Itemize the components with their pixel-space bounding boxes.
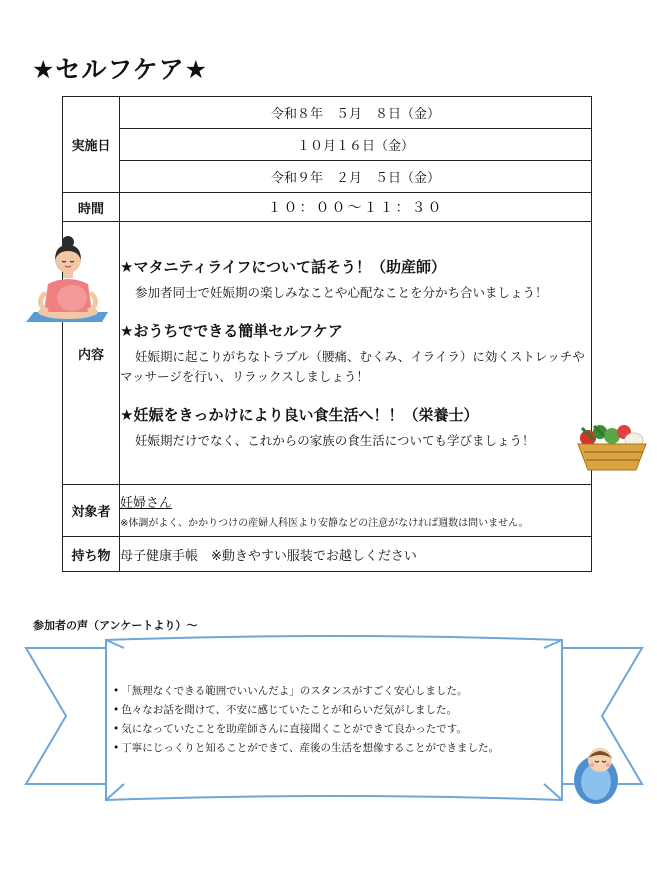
voice-item: • 色々なお話を聞けて、不安に感じていたことが和らいだ気がしました。 — [113, 701, 553, 720]
target-note: ※体調がよく、かかりつけの産婦人科医より安静などの注意がなければ週数は問いません。 — [120, 518, 529, 529]
bring-label: 持ち物 — [63, 537, 120, 572]
content-item-desc: 妊娠期だけでなく、これからの家族の食生活についても学びましょう！ — [135, 432, 535, 448]
content-item-title: ★マタニティライフについて話そう！（助産師） — [120, 257, 447, 276]
time-value: １０：００～１１：３０ — [120, 193, 592, 222]
content-item-desc: 妊娠期に起こりがちなトラブル（腰痛、むくみ、イライラ）に効くストレッチやマッサージを行い、リラックスしましょう！ — [120, 348, 585, 384]
baby-illustration — [570, 744, 626, 806]
vegetable-basket-illustration — [574, 420, 650, 476]
info-table — [62, 96, 592, 572]
date-row-2: １０月１６日（金） — [120, 129, 592, 161]
content-item — [120, 320, 591, 387]
content-item — [120, 404, 591, 451]
bring-value: 母子健康手帳 ※動きやすい服装でお越しください — [120, 537, 592, 572]
page-title: ★セルフケア★ — [32, 55, 209, 84]
target-value: 妊婦さん — [120, 496, 173, 511]
content-item — [120, 256, 591, 303]
content-item-desc: 参加者同士で妊娠期の楽しみなことや心配なことを分かち合いましょう！ — [135, 284, 548, 300]
time-label: 時間 — [63, 193, 120, 222]
content-label: 内容 — [63, 222, 120, 485]
date-row-1: 令和８年 ５月 ８日（金） — [120, 97, 592, 129]
content-cell — [120, 222, 592, 485]
voice-item: • 気になっていたことを助産師さんに直接聞くことができて良かったです。 — [113, 720, 553, 739]
voice-item: • 丁寧にじっくりと知ることができて、産後の生活を想像することができました。 — [113, 739, 553, 758]
content-item-title: ★妊娠をきっかけにより良い食生活へ！！（栄養士） — [120, 405, 479, 424]
date-label: 実施日 — [63, 97, 120, 193]
target-label: 対象者 — [63, 485, 120, 537]
voices-heading: 参加者の声（アンケートより）～ — [33, 619, 198, 632]
voices-list — [113, 682, 553, 758]
pregnant-yoga-illustration — [22, 234, 114, 326]
content-item-title: ★おうちでできる簡単セルフケア — [120, 321, 343, 340]
voice-item: • 「無理なくできる範囲でいいんだよ」のスタンスがすごく安心しました。 — [113, 682, 553, 701]
date-row-3: 令和９年 ２月 ５日（金） — [120, 161, 592, 193]
target-cell — [120, 485, 592, 537]
